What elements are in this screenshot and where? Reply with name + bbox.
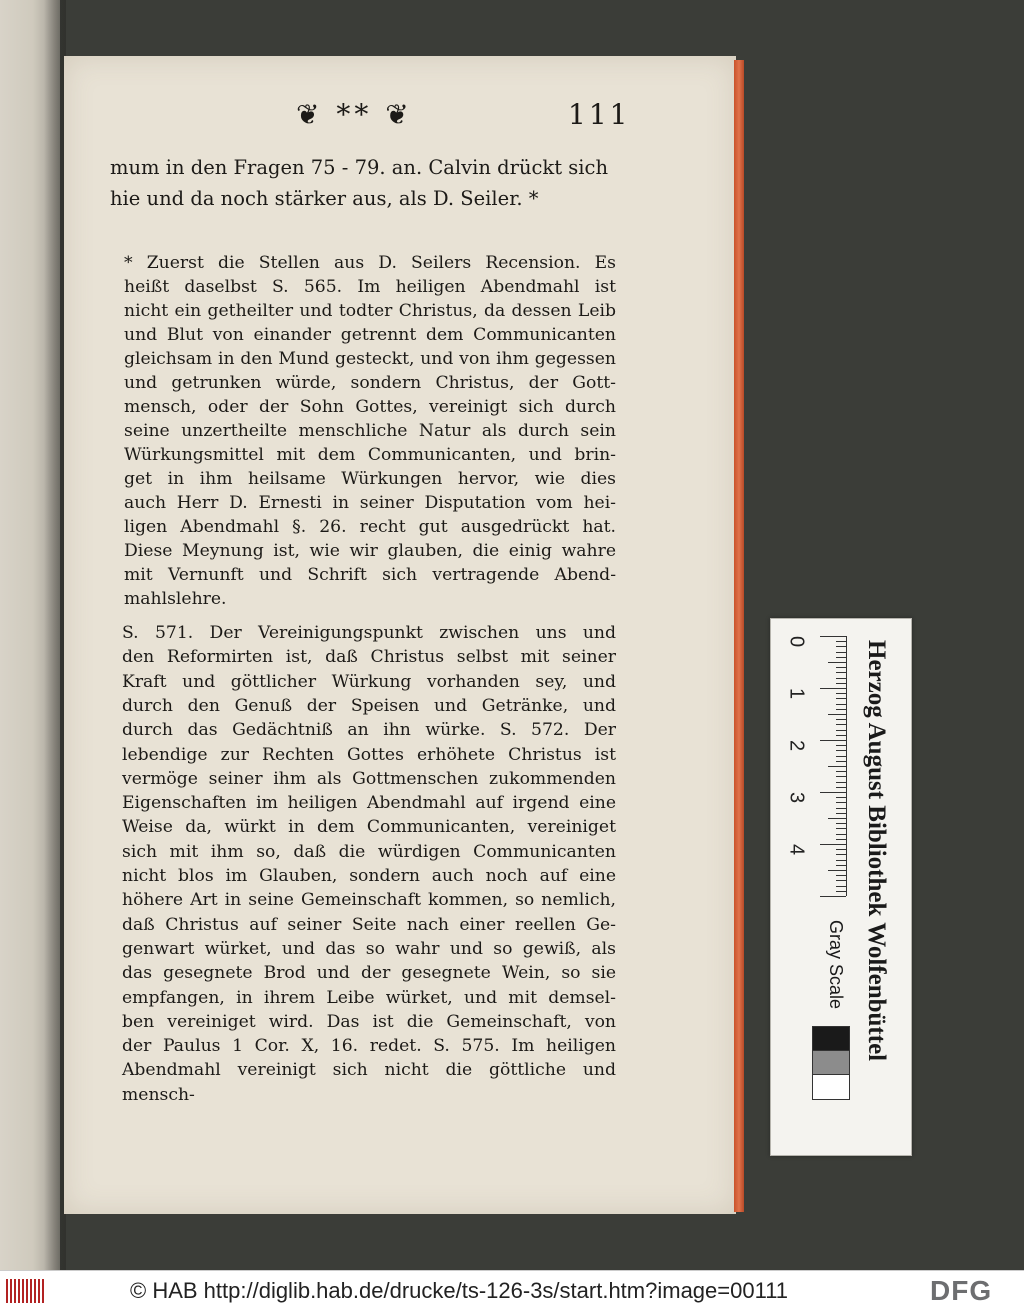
text-line: get in ihm heilsame Würkungen hervor, wie dies bbox=[124, 469, 616, 489]
ruler-tick bbox=[820, 636, 846, 637]
page-number: 111 bbox=[568, 98, 631, 131]
text-line: nicht blos im Glauben, sondern auch noch auf eine bbox=[122, 866, 616, 886]
ruler-tick bbox=[836, 823, 846, 824]
ruler-tick bbox=[836, 771, 846, 772]
ruler-tick bbox=[836, 880, 846, 881]
ruler-tick bbox=[836, 875, 846, 876]
ruler-spine bbox=[846, 636, 847, 896]
ruler-tick bbox=[836, 719, 846, 720]
barcode-icon bbox=[6, 1279, 46, 1303]
ruler-tick bbox=[836, 683, 846, 684]
text-line: der Paulus 1 Cor. X, 16. redet. S. 575. Im heiligen bbox=[122, 1036, 616, 1057]
text-line: und getrunken würde, sondern Christus, der Gott- bbox=[124, 373, 616, 393]
ruler-tick bbox=[836, 745, 846, 746]
text-line: durch den Genuß der Speisen und Getränke, und bbox=[122, 695, 616, 716]
ruler-tick bbox=[836, 761, 846, 762]
ruler-tick bbox=[836, 886, 846, 887]
ruler-tick bbox=[836, 808, 846, 809]
ruler-tick bbox=[836, 756, 846, 757]
gray-swatch bbox=[812, 1074, 850, 1100]
ruler-tick bbox=[836, 646, 846, 647]
ruler-tick bbox=[836, 678, 846, 679]
text-line: nicht ein getheilter und todter Christus, da dessen Leib bbox=[124, 301, 616, 321]
text-line: lebendige zur Rechten Gottes erhöhete Christus ist bbox=[122, 744, 616, 765]
ruler-tick bbox=[836, 849, 846, 850]
ruler-tick bbox=[820, 896, 846, 897]
ruler-tick bbox=[828, 870, 846, 871]
ruler-tick bbox=[836, 787, 846, 788]
text-line: mit Vernunft und Schrift sich vertragende Abend- bbox=[124, 565, 616, 585]
ruler-tick bbox=[836, 797, 846, 798]
red-page-edge bbox=[734, 60, 744, 1212]
header-ornament: ❦ ** ❦ bbox=[296, 98, 413, 131]
text-line: mensch- bbox=[122, 1084, 195, 1105]
footer-bar bbox=[0, 1270, 1024, 1310]
ruler-tick bbox=[836, 724, 846, 725]
text-line: mum in den Fragen 75 - 79. an. Calvin drückt sich bbox=[110, 156, 609, 179]
text-line: S. 571. Der Vereinigungspunkt zwischen uns und bbox=[122, 623, 616, 643]
ruler-tick bbox=[828, 662, 846, 663]
gutter-shadow bbox=[44, 0, 66, 1270]
text-line: genwart würket, und das so wahr und so gewiß, als bbox=[122, 938, 616, 959]
ruler-tick bbox=[836, 750, 846, 751]
ruler-tick bbox=[836, 828, 846, 829]
ruler-digit: 3 bbox=[785, 791, 808, 804]
text-line: daß Christus auf seiner Seite nach einer reellen Ge- bbox=[122, 914, 616, 935]
text-line: Würkungsmittel mit dem Communicanten, und brin- bbox=[124, 445, 616, 465]
ruler-tick bbox=[836, 834, 846, 835]
text-line: empfangen, in ihrem Leibe würket, und mit demsel- bbox=[122, 987, 616, 1008]
ruler-tick bbox=[836, 672, 846, 673]
ruler-digit: 4 bbox=[785, 843, 808, 856]
ruler-tick bbox=[820, 740, 846, 741]
ruler-tick bbox=[836, 813, 846, 814]
text-line: Diese Meynung ist, wie wir glauben, die einig wahre bbox=[124, 541, 616, 561]
text-line: mahlslehre. bbox=[124, 589, 227, 609]
ruler-tick bbox=[836, 860, 846, 861]
ruler-tick bbox=[836, 657, 846, 658]
text-line: auch Herr D. Ernesti in seiner Disputation vom hei- bbox=[124, 493, 616, 513]
gray-swatch bbox=[812, 1050, 850, 1076]
ruler-digit: 1 bbox=[785, 687, 808, 700]
dfg-logo: DFG bbox=[930, 1275, 993, 1306]
text-line: den Reformirten ist, daß Christus selbst mit seiner bbox=[122, 647, 616, 668]
ruler-tick bbox=[836, 652, 846, 653]
ruler-tick bbox=[836, 854, 846, 855]
gray-scale-label: Gray Scale bbox=[826, 920, 846, 1010]
ruler-tick bbox=[836, 667, 846, 668]
text-line: ligen Abendmahl §. 26. recht gut ausgedrückt hat. bbox=[124, 517, 616, 537]
ruler-tick bbox=[828, 818, 846, 819]
ruler-tick bbox=[828, 766, 846, 767]
text-line: hie und da noch stärker aus, als D. Seiler. * bbox=[110, 187, 539, 210]
ruler-tick bbox=[820, 688, 846, 689]
ruler-tick bbox=[836, 641, 846, 642]
text-line: seine unzertheilte menschliche Natur als durch sein bbox=[124, 421, 616, 441]
ruler-tick bbox=[836, 698, 846, 699]
text-line: und Blut von einander getrennt dem Communicanten bbox=[124, 325, 616, 345]
ruler-tick bbox=[836, 709, 846, 710]
text-line: Kraft und göttlicher Würkung vorhanden sey, und bbox=[122, 671, 616, 692]
text-line: Weise da, würkt in dem Communicanten, vereiniget bbox=[122, 817, 616, 838]
ruler-tick bbox=[836, 865, 846, 866]
library-name: Herzog August Bibliothek Wolfenbüttel bbox=[863, 640, 890, 1062]
ruler-tick bbox=[836, 782, 846, 783]
ruler-digit: 0 bbox=[785, 635, 808, 648]
text-line: mensch, oder der Sohn Gottes, vereinigt sich durch bbox=[124, 397, 616, 417]
ruler-tick bbox=[836, 730, 846, 731]
ruler-tick bbox=[836, 704, 846, 705]
text-line: sich mit ihm so, daß die würdigen Communicanten bbox=[122, 841, 616, 862]
ruler-tick bbox=[836, 735, 846, 736]
text-line: durch das Gedächtniß an ihn würke. S. 572. Der bbox=[122, 720, 616, 741]
text-line: gleichsam in den Mund gesteckt, und von ihm gegessen bbox=[124, 349, 616, 369]
text-line: Abendmahl vereinigt sich nicht die göttliche und bbox=[122, 1060, 616, 1081]
text-line: das gesegnete Brod und der gesegnete Wein, so sie bbox=[122, 963, 616, 984]
text-line: * Zuerst die Stellen aus D. Seilers Recension. Es bbox=[124, 253, 616, 273]
text-line: höhere Art in seine Gemeinschaft kommen, so nemlich, bbox=[122, 890, 616, 911]
ruler-tick bbox=[836, 802, 846, 803]
ruler-tick bbox=[828, 714, 846, 715]
footer-citation-link[interactable]: © HAB http://diglib.hab.de/drucke/ts-126-3s/start.htm?image=00111 bbox=[130, 1278, 789, 1303]
gray-swatch bbox=[812, 1026, 850, 1052]
text-line: ben vereiniget wird. Das ist die Gemeinschaft, von bbox=[122, 1011, 616, 1032]
ruler-tick bbox=[836, 693, 846, 694]
ruler-tick bbox=[820, 844, 846, 845]
text-line: Eigenschaften im heiligen Abendmahl auf irgend eine bbox=[122, 793, 616, 814]
ruler-tick bbox=[836, 776, 846, 777]
ruler-tick bbox=[836, 891, 846, 892]
ruler-digit: 2 bbox=[785, 739, 808, 752]
text-line: heißt daselbst S. 565. Im heiligen Abendmahl ist bbox=[124, 277, 616, 297]
ruler-tick bbox=[820, 792, 846, 793]
ruler-tick bbox=[836, 839, 846, 840]
text-line: vermöge seiner ihm als Gottmenschen zukommenden bbox=[122, 768, 616, 789]
